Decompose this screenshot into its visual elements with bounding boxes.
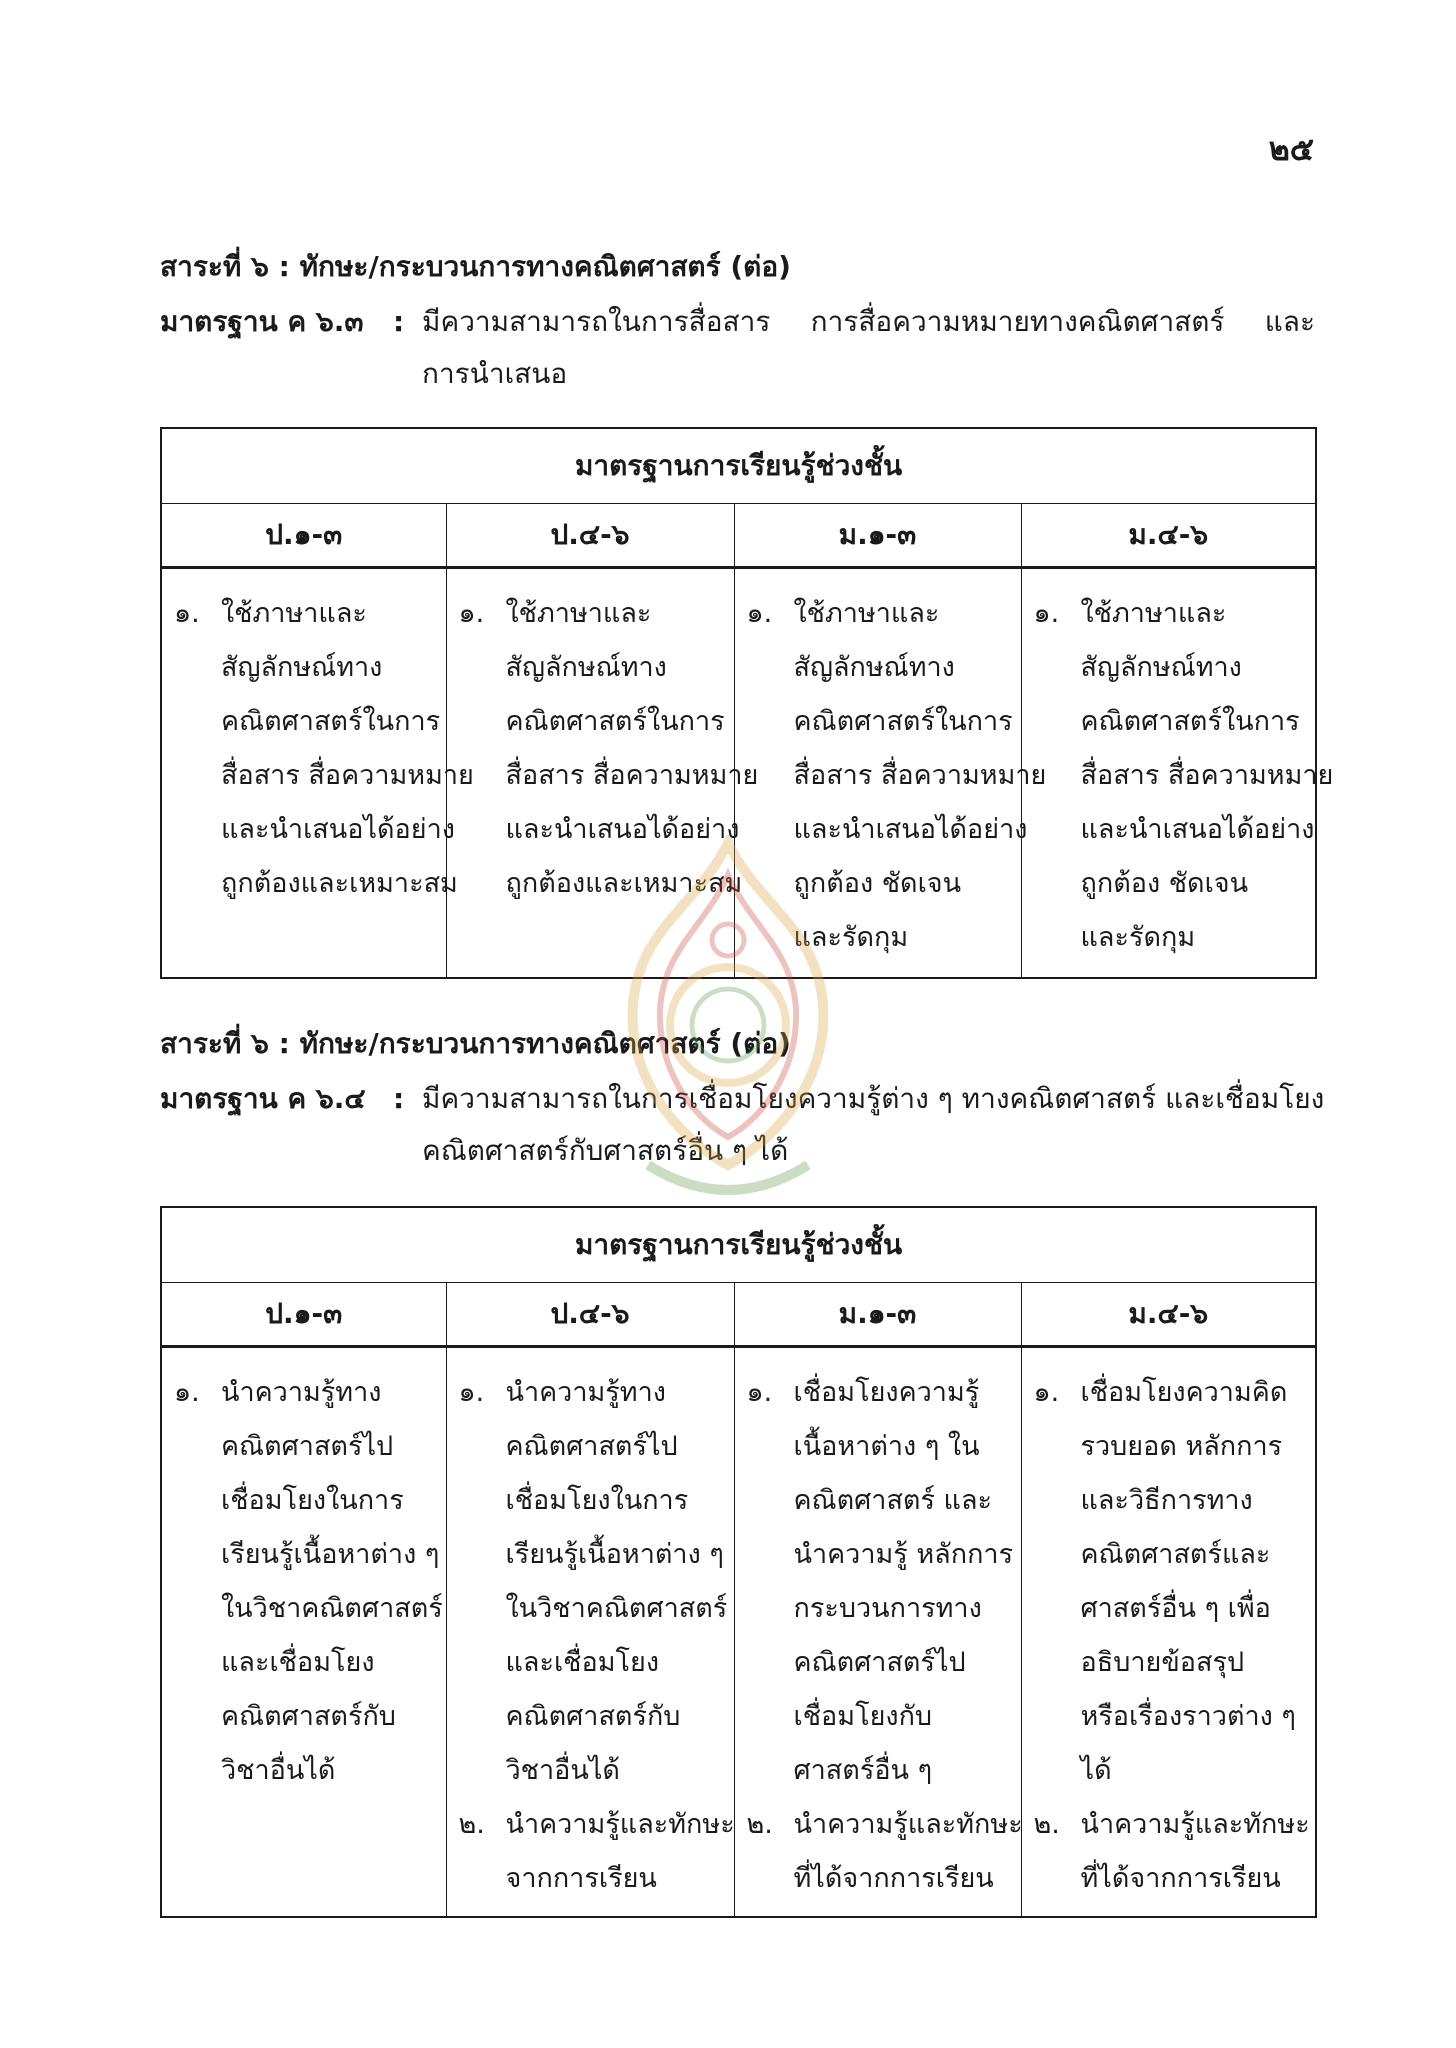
item-number: ๒. xyxy=(458,1809,485,1840)
item-line: คณิตศาสตร์ในการ xyxy=(221,706,441,737)
item-number: ๑. xyxy=(1033,1377,1060,1408)
item-number: ๑. xyxy=(458,1377,485,1408)
standards-table-2 xyxy=(160,1206,1317,1918)
item-line: วิชาอื่นได้ xyxy=(221,1755,336,1786)
item-line: ที่ได้จากการเรียน xyxy=(793,1863,994,1894)
level-header: ม.๑-๓ xyxy=(734,504,1021,568)
item-number: ๑. xyxy=(174,598,200,629)
item-line: สื่อสาร สื่อความหมาย xyxy=(505,760,759,791)
item-line: และเชื่อมโยง xyxy=(221,1647,375,1678)
list-item xyxy=(162,587,474,911)
level-header: ป.๑-๓ xyxy=(161,504,446,568)
item-text xyxy=(221,587,474,911)
item-text xyxy=(1081,1366,1316,1798)
item-line: ศาสตร์อื่น ๆ xyxy=(793,1755,933,1786)
item-line: เนื้อหาต่าง ๆ ใน xyxy=(793,1431,980,1462)
item-line: นำความรู้และทักษะ xyxy=(505,1809,735,1840)
list-item xyxy=(447,1798,734,1906)
item-text xyxy=(506,1366,734,1798)
item-line: สื่อสาร สื่อความหมาย xyxy=(1080,760,1334,791)
list-item xyxy=(1022,1798,1316,1906)
item-line: และนำเสนอได้อย่าง xyxy=(1080,814,1315,845)
section-heading-2: สาระที่ ๖ : ทักษะ/กระบวนการทางคณิตศาสตร์ (ต่อ) xyxy=(160,1027,791,1060)
item-line: รวบยอด หลักการ xyxy=(1080,1431,1283,1462)
item-line: และรัดกุม xyxy=(1080,922,1196,953)
standards-cell xyxy=(1021,1347,1316,1918)
list-item xyxy=(735,1798,1021,1906)
item-line: นำความรู้ทาง xyxy=(221,1377,382,1408)
table-caption-1: มาตรฐานการเรียนรู้ช่วงชั้น xyxy=(161,428,1316,504)
item-line: ศาสตร์อื่น ๆ เพื่อ xyxy=(1080,1593,1271,1624)
item-line: สัญลักษณ์ทาง xyxy=(505,652,667,683)
item-line: เรียนรู้เนื้อหาต่าง ๆ xyxy=(221,1539,440,1570)
item-text xyxy=(1081,587,1334,965)
item-line: ถูกต้องและเหมาะสม xyxy=(221,868,458,899)
standards-cell xyxy=(1021,568,1334,978)
item-line: คณิตศาสตร์กับ xyxy=(221,1701,396,1732)
item-line: เรียนรู้เนื้อหาต่าง ๆ xyxy=(505,1539,724,1570)
standard-block-2 xyxy=(160,1073,1325,1177)
standards-cell xyxy=(446,1347,734,1918)
item-line: ในวิชาคณิตศาสตร์ xyxy=(505,1593,728,1624)
item-line: และนำเสนอได้อย่าง xyxy=(505,814,740,845)
item-text xyxy=(794,587,1047,965)
item-line: สื่อสาร สื่อความหมาย xyxy=(221,760,474,791)
item-line: นำความรู้และทักษะ xyxy=(793,1809,1023,1840)
item-line: สัญลักษณ์ทาง xyxy=(1080,652,1242,683)
item-line: เชื่อมโยงในการ xyxy=(221,1485,404,1516)
item-line: กระบวนการทาง xyxy=(793,1593,982,1624)
item-line: ใช้ภาษาและ xyxy=(221,598,367,629)
list-item xyxy=(162,1366,446,1798)
item-line: ในวิชาคณิตศาสตร์ xyxy=(221,1593,443,1624)
level-header: ม.๔-๖ xyxy=(1021,504,1316,568)
standards-cell xyxy=(446,568,759,978)
item-line: คณิตศาสตร์ไป xyxy=(221,1431,394,1462)
item-line: คณิตศาสตร์ไป xyxy=(793,1647,966,1678)
item-number: ๑. xyxy=(746,598,773,629)
item-number: ๒. xyxy=(1033,1809,1060,1840)
standard-text-1 xyxy=(422,296,1315,400)
standard-colon-2: : xyxy=(393,1082,405,1115)
standard-label-1: มาตรฐาน ค ๖.๓ xyxy=(160,305,364,338)
item-line: ถูกต้องและเหมาะสม xyxy=(505,868,743,899)
item-line: และนำเสนอได้อย่าง xyxy=(793,814,1028,845)
standards-cell xyxy=(161,1347,446,1918)
list-item xyxy=(1022,1366,1316,1798)
item-line: ถูกต้อง ชัดเจน xyxy=(1080,868,1249,899)
list-item xyxy=(447,587,759,911)
item-text xyxy=(506,587,759,911)
item-line: ถูกต้อง ชัดเจน xyxy=(793,868,962,899)
item-line: ได้ xyxy=(1080,1755,1112,1786)
item-line: เชื่อมโยงความรู้ xyxy=(793,1377,980,1408)
item-line: คณิตศาสตร์ไป xyxy=(505,1431,678,1462)
standard-colon-1: : xyxy=(393,305,405,338)
item-line: เชื่อมโยงในการ xyxy=(505,1485,689,1516)
item-line: สัญลักษณ์ทาง xyxy=(793,652,955,683)
standard-line: คณิตศาสตร์กับศาสตร์อื่น ๆ ได้ xyxy=(422,1134,789,1167)
item-line: ใช้ภาษาและ xyxy=(505,598,652,629)
standard-line: การนำเสนอ xyxy=(422,357,568,390)
item-line: ที่ได้จากการเรียน xyxy=(1080,1863,1281,1894)
list-item xyxy=(447,1366,734,1798)
item-text xyxy=(794,1366,1021,1798)
item-line: คณิตศาสตร์ในการ xyxy=(505,706,725,737)
item-text xyxy=(1081,1798,1316,1906)
item-line: คณิตศาสตร์ในการ xyxy=(1080,706,1300,737)
item-number: ๑. xyxy=(174,1377,200,1408)
item-line: ใช้ภาษาและ xyxy=(1080,598,1227,629)
item-line: อธิบายข้อสรุป xyxy=(1080,1647,1245,1678)
standards-table-1 xyxy=(160,427,1334,979)
item-number: ๑. xyxy=(1033,598,1060,629)
item-text xyxy=(506,1798,735,1906)
list-item xyxy=(735,587,1047,965)
standard-text-2 xyxy=(422,1073,1325,1177)
item-line: สื่อสาร สื่อความหมาย xyxy=(793,760,1047,791)
level-header: ป.๔-๖ xyxy=(446,1283,734,1347)
item-line: และเชื่อมโยง xyxy=(505,1647,660,1678)
level-header: ม.๑-๓ xyxy=(734,1283,1021,1347)
item-line: หรือเรื่องราวต่าง ๆ xyxy=(1080,1701,1296,1732)
item-line: และรัดกุม xyxy=(793,922,909,953)
item-number: ๑. xyxy=(458,598,485,629)
item-line: ใช้ภาษาและ xyxy=(793,598,940,629)
standards-cell xyxy=(734,568,1047,978)
standard-line: มีความสามารถในการเชื่อมโยงความรู้ต่าง ๆ ทางคณิตศาสตร์ และเชื่อมโยง xyxy=(422,1082,1325,1115)
item-line: สัญลักษณ์ทาง xyxy=(221,652,383,683)
list-item xyxy=(735,1366,1021,1798)
item-line: นำความรู้ทาง xyxy=(505,1377,666,1408)
table-caption-2: มาตรฐานการเรียนรู้ช่วงชั้น xyxy=(161,1207,1316,1283)
item-line: เชื่อมโยงความคิด xyxy=(1080,1377,1288,1408)
standards-cell xyxy=(161,568,474,978)
item-text xyxy=(794,1798,1023,1906)
item-number: ๒. xyxy=(746,1809,773,1840)
item-line: นำความรู้ หลักการ xyxy=(793,1539,1014,1570)
level-header: ป.๔-๖ xyxy=(446,504,734,568)
item-number: ๑. xyxy=(746,1377,773,1408)
standards-cell xyxy=(734,1347,1021,1918)
standard-block-1 xyxy=(160,296,1315,400)
standard-line: มีความสามารถในการสื่อสาร การสื่อความหมายทางคณิตศาสตร์ และ xyxy=(422,305,1315,338)
item-line: เชื่อมโยงกับ xyxy=(793,1701,933,1732)
item-line: และวิธีการทาง xyxy=(1080,1485,1253,1516)
item-line: คณิตศาสตร์ในการ xyxy=(793,706,1013,737)
item-line: คณิตศาสตร์และ xyxy=(1080,1539,1271,1570)
level-header: ป.๑-๓ xyxy=(161,1283,446,1347)
list-item xyxy=(1022,587,1334,965)
item-line: นำความรู้และทักษะ xyxy=(1080,1809,1310,1840)
section-heading-1: สาระที่ ๖ : ทักษะ/กระบวนการทางคณิตศาสตร์ (ต่อ) xyxy=(160,250,791,283)
standard-label-2: มาตรฐาน ค ๖.๔ xyxy=(160,1082,366,1115)
item-line: คณิตศาสตร์กับ xyxy=(505,1701,681,1732)
item-line: คณิตศาสตร์ และ xyxy=(793,1485,992,1516)
item-line: จากการเรียน xyxy=(505,1863,657,1894)
level-header: ม.๔-๖ xyxy=(1021,1283,1316,1347)
page-number: ๒๕ xyxy=(1268,130,1314,168)
item-line: และนำเสนอได้อย่าง xyxy=(221,814,455,845)
item-line: วิชาอื่นได้ xyxy=(505,1755,620,1786)
item-text xyxy=(221,1366,446,1798)
